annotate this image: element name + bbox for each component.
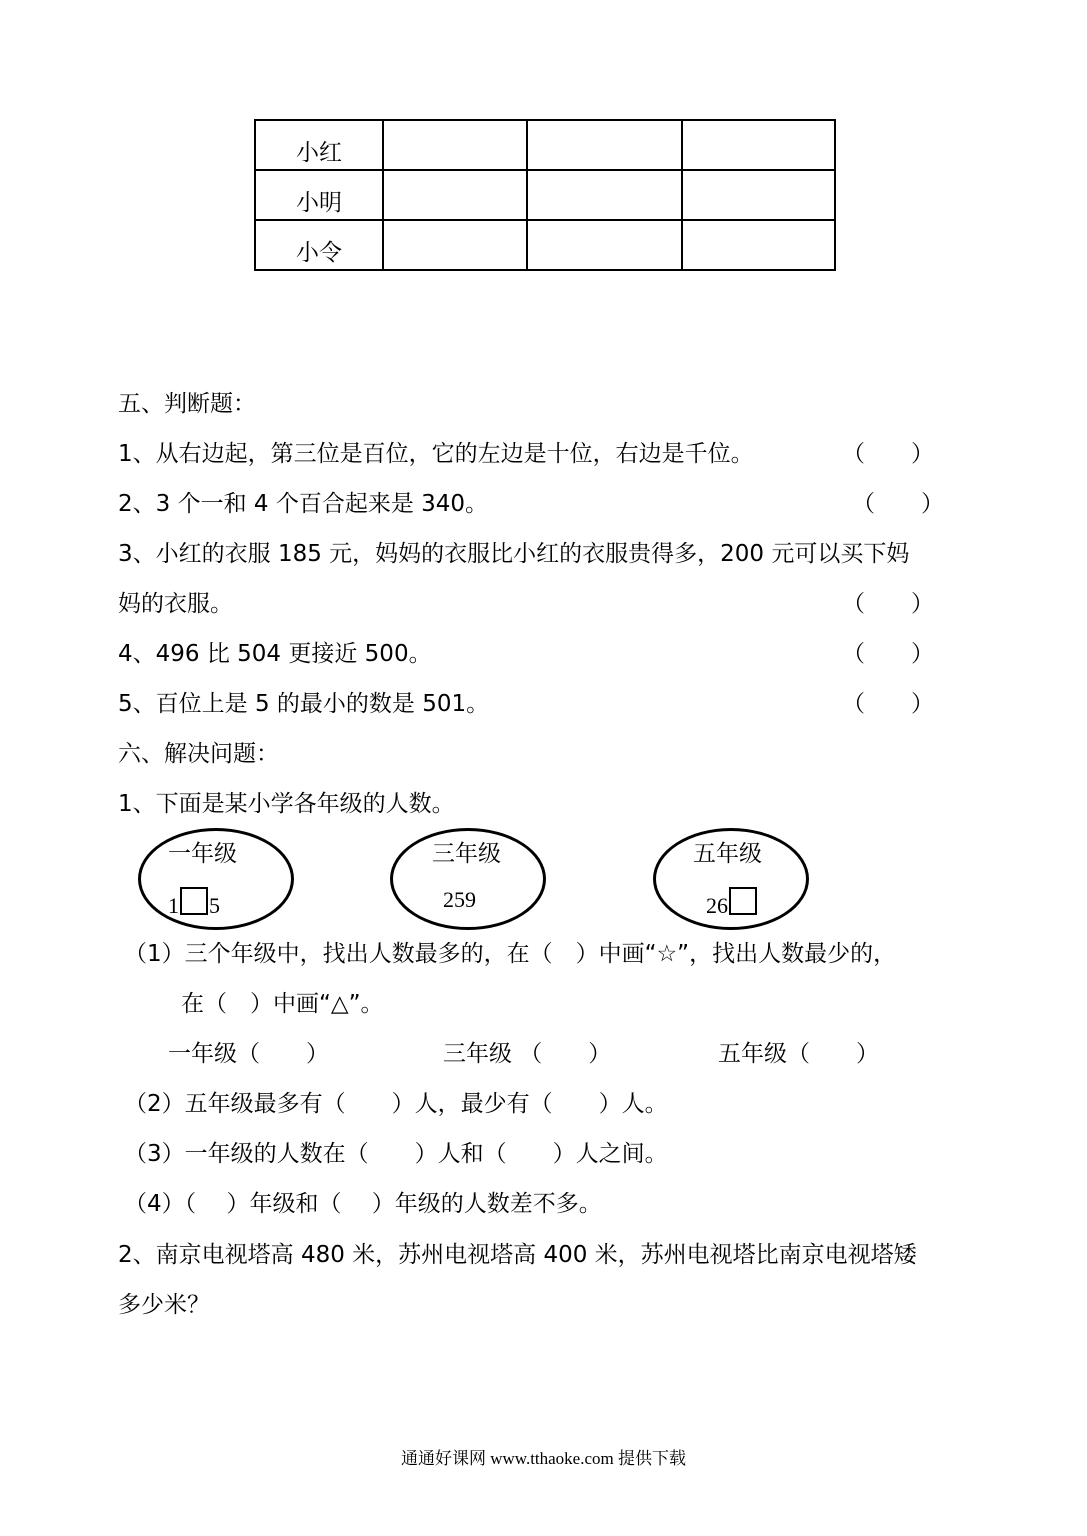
score-table bbox=[254, 119, 836, 271]
table-cell bbox=[682, 220, 835, 270]
grade-num-1-after: 5 bbox=[209, 893, 220, 918]
table-cell bbox=[682, 170, 835, 220]
table-row bbox=[255, 220, 835, 270]
blank-box[interactable] bbox=[729, 887, 757, 915]
grade-num-1-before: 1 bbox=[168, 893, 179, 918]
section6-heading: 六、解决问题： bbox=[118, 741, 279, 767]
judge-item-1: 1、从右边起，第三位是百位，它的左边是十位，右边是千位。 bbox=[118, 441, 754, 467]
q1-sub2: （2）五年级最多有（ ）人，最少有（ ）人。 bbox=[124, 1091, 668, 1117]
table-cell bbox=[383, 220, 527, 270]
answer-paren-1[interactable]: （ ） bbox=[842, 441, 934, 467]
grade-title-3: 三年级 bbox=[432, 841, 501, 867]
q1-intro: 1、下面是某小学各年级的人数。 bbox=[118, 791, 455, 817]
table-row bbox=[255, 120, 835, 170]
table-cell bbox=[383, 170, 527, 220]
section5-heading: 五、判断题： bbox=[118, 391, 256, 417]
grade-num-1 bbox=[168, 887, 220, 919]
table-cell bbox=[682, 120, 835, 170]
choice-grade-5[interactable]: 五年级（ ） bbox=[718, 1041, 879, 1067]
q1-sub3: （3）一年级的人数在（ ）人和（ ）人之间。 bbox=[124, 1141, 668, 1167]
q2-line2: 多少米？ bbox=[118, 1292, 210, 1318]
grade-num-3: 259 bbox=[443, 887, 476, 912]
blank-box[interactable] bbox=[180, 887, 208, 915]
answer-paren-5[interactable]: （ ） bbox=[842, 691, 934, 717]
table-cell bbox=[527, 120, 682, 170]
grade-title-1: 一年级 bbox=[168, 841, 237, 867]
answer-paren-2[interactable]: （ ） bbox=[852, 491, 944, 517]
table-cell bbox=[383, 120, 527, 170]
q1-sub1-line2: 在（ ）中画“△”。 bbox=[181, 991, 384, 1017]
page-footer: 通通好课网 www.tthaoke.com 提供下载 bbox=[400, 1449, 687, 1468]
row-name: 小红 bbox=[255, 120, 383, 170]
answer-paren-3[interactable]: （ ） bbox=[842, 591, 934, 617]
judge-item-2: 2、3 个一和 4 个百合起来是 340。 bbox=[118, 491, 489, 517]
table-row bbox=[255, 170, 835, 220]
answer-paren-4[interactable]: （ ） bbox=[842, 641, 934, 667]
table-cell bbox=[527, 170, 682, 220]
grade-title-5: 五年级 bbox=[693, 841, 762, 867]
q2-line1: 2、南京电视塔高 480 米，苏州电视塔高 400 米，苏州电视塔比南京电视塔矮 bbox=[118, 1242, 917, 1268]
row-name: 小令 bbox=[255, 220, 383, 270]
judge-item-3-cont: 妈的衣服。 bbox=[118, 591, 233, 617]
judge-item-5: 5、百位上是 5 的最小的数是 501。 bbox=[118, 691, 490, 717]
judge-item-3: 3、小红的衣服 185 元，妈妈的衣服比小红的衣服贵得多，200 元可以买下妈 bbox=[118, 541, 910, 567]
q1-sub1-line1: （1）三个年级中，找出人数最多的，在（ ）中画“☆”，找出人数最少的， bbox=[124, 941, 897, 967]
table-cell bbox=[527, 220, 682, 270]
grade-num-5 bbox=[706, 887, 758, 919]
grade-num-5-before: 26 bbox=[706, 893, 728, 918]
choice-grade-1[interactable]: 一年级（ ） bbox=[168, 1041, 329, 1067]
choice-grade-3[interactable]: 三年级 （ ） bbox=[443, 1041, 612, 1067]
judge-item-4: 4、496 比 504 更接近 500。 bbox=[118, 641, 432, 667]
row-name: 小明 bbox=[255, 170, 383, 220]
q1-sub4: （4）（ ）年级和（ ）年级的人数差不多。 bbox=[124, 1191, 602, 1217]
